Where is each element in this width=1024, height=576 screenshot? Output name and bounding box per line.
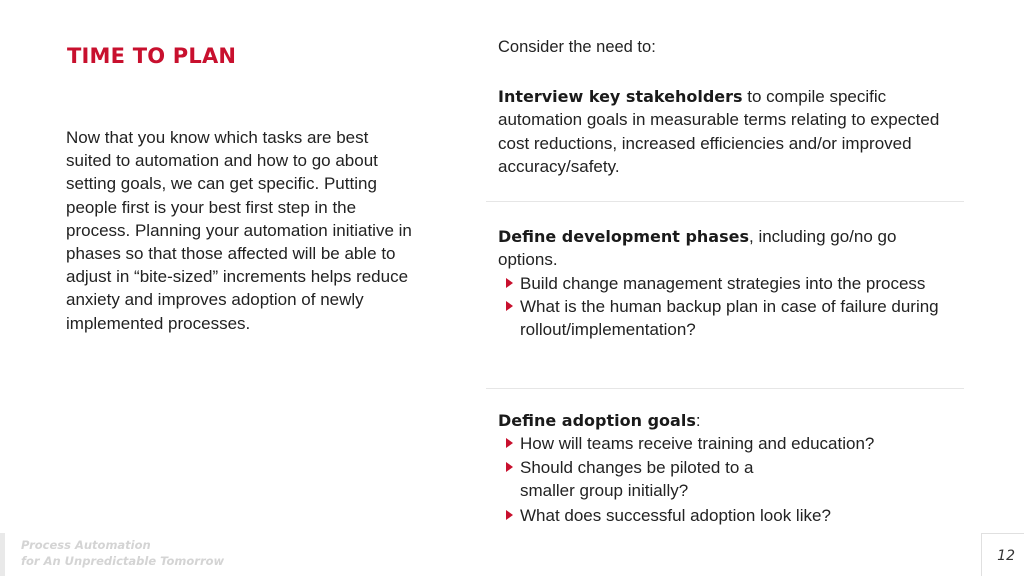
slide-title: TIME TO PLAN [67,44,237,68]
section-heading: Define development phases [498,227,749,246]
list-item [498,432,948,455]
list-item-text: What does successful adoption look like? [520,506,831,526]
right-triangle-bullet-icon [506,301,513,311]
divider [486,388,964,389]
right-triangle-bullet-icon [506,438,513,448]
intro-paragraph: Now that you know which tasks are best suited to automation and how to go about setting goals, we can get specific. Putting people first is your best first step in the process. Planning your automation initiative in phases so that those affected will be able to adjust in “bite-sized” increments helps reduce anxiety and improves adoption of newly implemented processes. [66,128,412,333]
list-item [498,504,948,527]
list-item-text: How will teams receive training and education? [520,434,875,454]
divider [486,201,964,202]
footer-caption [21,538,224,569]
section-adoption-goals [498,409,948,527]
consider-heading: Consider the need to: [498,38,656,56]
section-text: , including go/no go options. [498,227,897,270]
section-text: : [695,411,701,430]
list-item [498,456,948,503]
section-heading: Define adoption goals [498,411,696,430]
page-number: 12 [997,548,1015,564]
list-item-text: Should changes be piloted to a smaller group initially? [520,457,754,500]
right-triangle-bullet-icon [506,278,513,288]
section-heading: Interview key stakeholders [498,87,743,106]
list-item-text: What is the human backup plan in case of failure during rollout/implementation? [520,296,939,340]
right-triangle-bullet-icon [506,510,513,520]
section-development-phases [498,225,948,341]
list-item [498,272,948,295]
footer-line: for An Unpredictable Tomorrow [21,553,225,568]
right-triangle-bullet-icon [506,462,513,472]
list-item-text: Build change management strategies into the process [520,273,926,293]
section-interview [498,85,948,178]
page-number-box [981,533,1024,576]
list-item [498,295,948,342]
section-text: to compile specific automation goals in measurable terms relating to expected cost reductions, increased efficiencies and/or improved accuracy/safety. [498,87,940,176]
footer-accent-bar [0,533,5,576]
footer-line: Process Automation [21,538,151,552]
